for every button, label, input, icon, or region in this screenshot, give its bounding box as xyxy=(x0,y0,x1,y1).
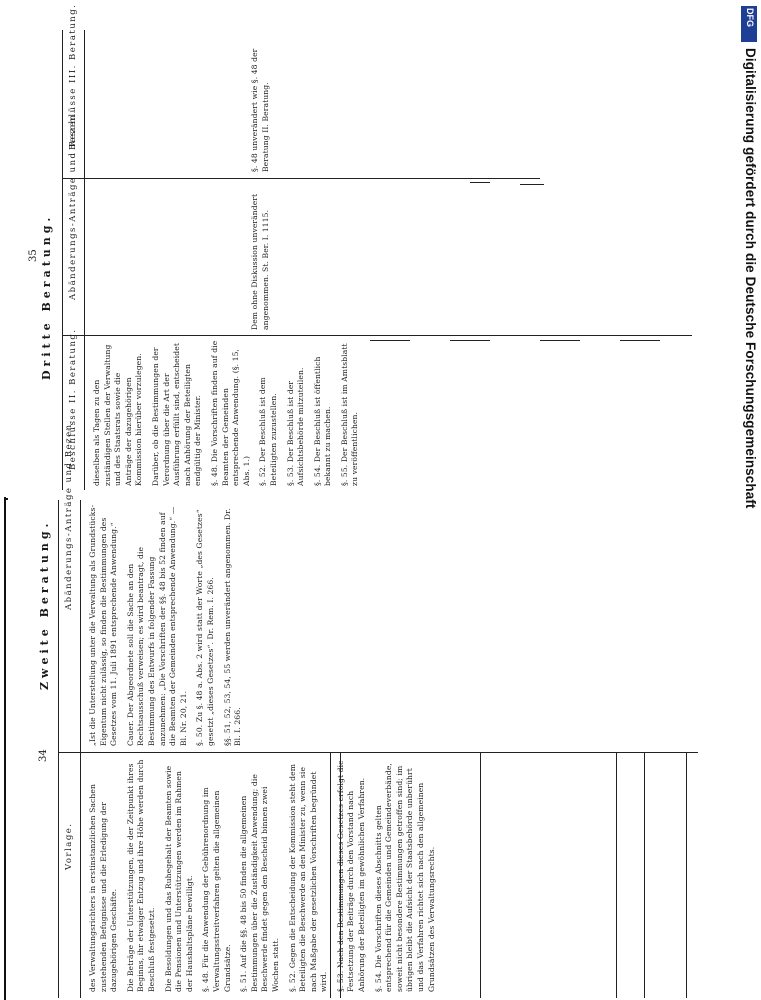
right-col3-text xyxy=(250,26,370,172)
right-col1-para: Darüber, ob die Bestimmungen der Verordnung über die Art der Ausführung erfüllt sind, entscheidet nach Anhörung der Beteiligten endgültig der Minister. xyxy=(150,342,203,486)
right-header-rule xyxy=(84,30,85,490)
right-dash-rule xyxy=(370,340,410,341)
right-col1-text xyxy=(92,340,612,486)
right-col1-para: §. 55. Der Beschluß ist im Amtsblatt zu veröffentlichen. xyxy=(339,343,360,486)
dfg-logo-text: DFG xyxy=(745,8,755,27)
left-col1-text xyxy=(88,756,688,992)
left-col1-para: §. 48. Für die Anwendung der Gebührenordnung im Verwaltungsstreitverfahren gelten die allgemeinen Grundsätze. xyxy=(201,787,232,992)
left-col1-para: §. 53. Nach den Bestimmungen dieses Gesetzes erfolgt die Festsetzung der Beiträge durch den Vorstand nach Anhörung der Beteiligten im gewöhnlichen Verfahren. xyxy=(335,760,367,992)
right-col2-para: Dem ohne Diskussion unverändert angenommen. St. Ber. I. 1115. xyxy=(250,193,270,330)
right-dash-rule xyxy=(520,184,544,185)
right-col2-text xyxy=(250,182,370,330)
right-page-number: 35 xyxy=(28,249,39,262)
right-col1-para: §. 53. Der Beschluß ist der Aufsichtsbehörde mitzuteilen. xyxy=(285,367,306,486)
funding-caption: Digitalisierung gefördert durch die Deutsche Forschungsgemeinschaft xyxy=(743,48,758,509)
right-col1-para: dieselben als Tagen zu den zuständigen Stellen der Verwaltung und des Staatsrats sowie die Anträge der dazugehörigen Kommission hierüber vorzulegen. xyxy=(92,344,144,486)
right-column-divider xyxy=(62,178,540,179)
left-col1-para: Die Besoldungen und das Ruhegehalt der Beamten sowie die Pensionen und Unterstützungen werden im Rahmen der Haushaltspläne bewilligt. xyxy=(163,765,194,992)
right-col3-para: §. 48 unverändert wie §. 48 der Beratung II. Beratung. xyxy=(250,48,270,172)
left-col1-header: Vorlage. xyxy=(64,822,74,870)
left-col2-para: §. 50. Zu §. 48 a. Abs. 2 wird statt der Worte „des Gesetzes“ gesetzt „dieses Gesetzes“. Dr. Rem. I. 266. xyxy=(195,509,215,746)
right-col1-para: §. 54. Der Beschluß ist öffentlich bekannt zu machen. xyxy=(312,356,333,486)
right-col2-header: Abänderungs-Anträge und Rezen. xyxy=(68,109,78,300)
gutter-mark xyxy=(6,498,8,500)
left-col2-para: Cauer. Der Abgeordnete soll die Sache an den Rechtsausschuß verweisen; es wird beantragt, die Bestimmung des Entwurfs in folgender Fassung anzunehmen: „Die Vorschriften der §§. 48 bis 52 finden auf die Beamten der Gemeinden entsprechende Anwendung.“ — Bl. Nr. 20, 21. xyxy=(125,506,188,746)
left-col2-para: „Ist die Unterstellung unter die Verwaltung als Grundstücks-Eigentum nicht zulässig, so finden die Bestimmungen des Gesetzes vom 11. Juli 1891 entsprechende Anwendung.“ xyxy=(88,504,119,746)
right-dash-rule xyxy=(620,340,660,341)
left-section-rule xyxy=(686,752,687,998)
left-col1-para: §. 51. Auf die §§. 48 bis 50 finden die allgemeinen Bestimmungen über die Zuständigkeit Anwendung; die Beschwerde findet gegen den Bescheid binnen zwei Wochen statt. xyxy=(239,774,280,992)
left-section-rule xyxy=(480,752,481,998)
left-section-rule xyxy=(616,752,617,998)
right-dash-rule xyxy=(470,182,490,183)
dfg-logo xyxy=(741,6,757,42)
right-page-title: Dritte Beratung. xyxy=(40,213,53,380)
right-dash-rule xyxy=(540,340,580,341)
left-col2-header: Abänderungs-Anträge und Rezen. xyxy=(64,419,74,610)
left-col1-para: des Verwaltungsrichters in erstinstanzlichen Sachen zustehenden Befugnisse und die Erledigung der dazugehörigen Geschäfte. xyxy=(88,784,119,992)
left-top-rule xyxy=(58,500,59,998)
left-col1-para: §. 54. Die Vorschriften dieses Abschnitts gelten entsprechend für die Gemeinden und Gemeindeverbände, soweit nicht besondere Bestimmungen getroffen sind; im übrigen bleibt die Aufsicht der Staatsbehörde unberührt und das Verfahren richtet sich nach den allgemeinen Grundsätzen des Verwaltungsrechts. xyxy=(373,763,436,992)
left-page-number: 34 xyxy=(38,749,49,762)
right-dash-rule xyxy=(450,340,490,341)
right-col3-header: Beschlüsse III. Beratung. xyxy=(68,3,78,150)
left-section-rule xyxy=(340,752,341,998)
left-col2-para: §§. 51, 52, 53, 54, 55 werden unverändert angenommen. Dr. Bl. I. 266. xyxy=(222,508,243,746)
right-col1-header: Beschlüsse II. Beratung. xyxy=(68,328,78,470)
left-page-title: Zweite Beratung. xyxy=(38,519,51,690)
right-column-divider xyxy=(62,335,692,336)
left-header-rule xyxy=(80,500,81,998)
left-column-divider xyxy=(58,752,698,753)
right-col1-para: §. 52. Der Beschluß ist dem Beteiligten zuzustellen. xyxy=(258,377,278,486)
right-top-rule xyxy=(62,30,63,490)
left-section-rule xyxy=(330,752,331,998)
page-edge-left xyxy=(4,497,6,1000)
left-section-rule xyxy=(644,752,645,998)
left-col2-text xyxy=(88,502,508,746)
left-col1-para: §. 52. Gegen die Entscheidung der Kommission steht dem Beteiligten die Beschwerde an den Minister zu, wenn sie nach Maßgabe der gesetzlichen Vorschriften begründet wird. xyxy=(287,763,329,992)
left-col1-para: Die Beträge der Unterstützungen, die der Zeitpunkt ihres Beginns, ihr etwaiger Entzug und ihre Höhe werden durch Beschluß festgesetzt. xyxy=(125,759,156,992)
right-col1-para: §. 48. Die Vorschriften finden auf die Beamten der Gemeinden entsprechende Anwendung. (§. 15, Abs. 1.) xyxy=(209,340,251,486)
